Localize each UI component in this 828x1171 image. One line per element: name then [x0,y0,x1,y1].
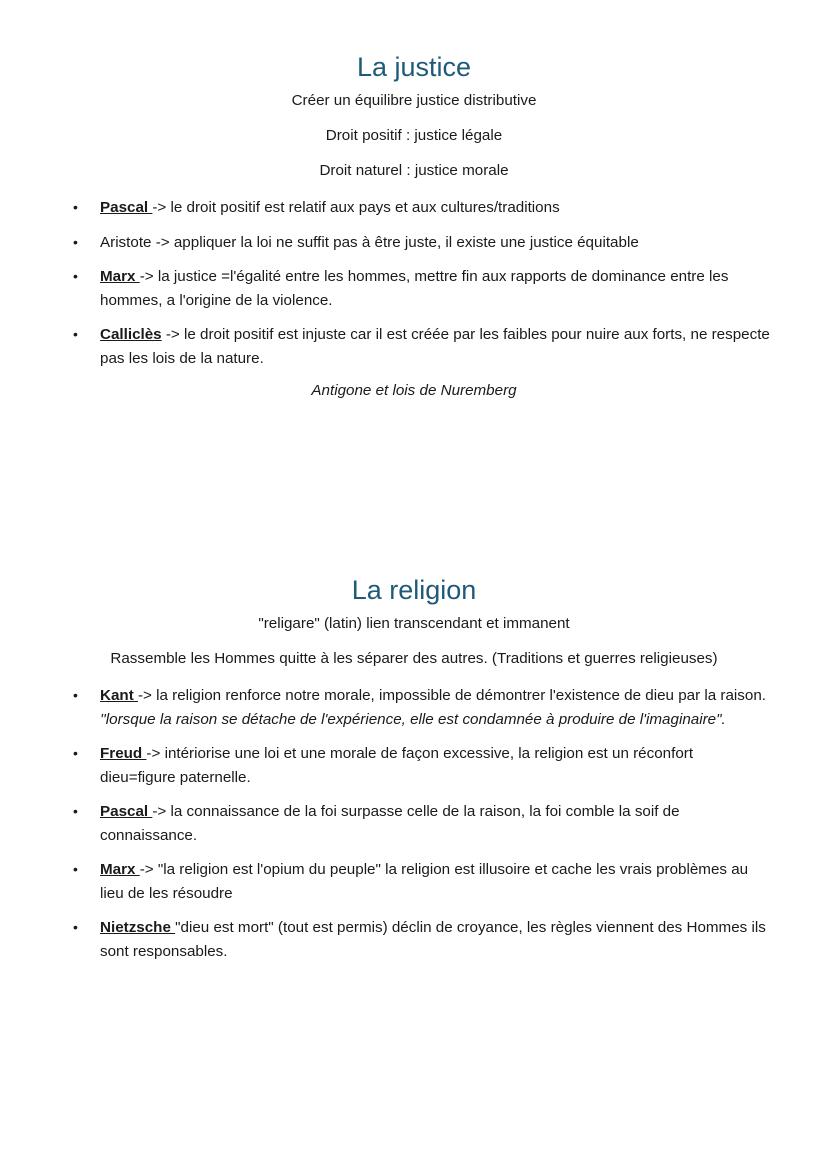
centered-line: Créer un équilibre justice distributive [291,92,537,109]
centered-line: Rassemble les Hommes quitte à les séparer des autres. (Traditions et guerres religieuses) [110,650,718,667]
bullet-icon: • [73,233,78,250]
item-text: Aristote -> appliquer la loi ne suffit pas à être juste, il existe une justice équitable [100,233,639,251]
philosopher-name: Freud [100,745,147,762]
bullet-list-justice [0,196,828,370]
item-quote: ''lorsque la raison se détache de l'expérience, elle est condamnée à produire de l'imaginaire". [100,710,726,728]
centered-line: Droit naturel : justice morale [319,162,509,179]
list-item [0,323,828,370]
list-item [0,196,828,220]
bullet-icon: • [73,919,78,935]
philosopher-name: Marx [100,268,140,285]
item-text: -> la justice =l'égalité entre les hommes, mettre fin aux rapports de dominance entre les hommes, a l'origine de la violence. [100,268,729,309]
bullet-icon: • [73,268,78,284]
bullet-icon: • [73,687,78,703]
bullet-icon: • [73,861,78,877]
section-title-justice: La justice [356,52,472,82]
centered-line: "religare" (latin) lien transcendant et immanent [258,615,570,632]
philosopher-name: Pascal [100,803,153,820]
philosopher-name: Marx [100,861,140,878]
item-text: -> le droit positif est injuste car il est créée par les faibles pour nuire aux forts, ne respecte pas les lois de la nature. [100,326,770,367]
item-text: -> "la religion est l'opium du peuple" la religion est illusoire et cache les vrais problèmes au lieu de les résoudre [100,861,749,902]
bullet-icon: • [73,326,78,342]
philosopher-name: Pascal [100,199,153,216]
list-item [0,684,828,731]
list-item [0,858,828,905]
section-title-religion: La religion [351,575,477,605]
item-text: -> intériorise une loi et une morale de façon excessive, la religion est un réconfort dieu=figure paternelle. [100,745,694,786]
list-item [0,800,828,847]
item-text: "dieu est mort" (tout est permis) déclin de croyance, les règles viennent des Hommes ils sont responsables. [100,919,766,960]
bullet-list-religion [0,684,828,963]
bullet-icon: • [73,199,78,215]
item-text: -> la connaissance de la foi surpasse celle de la raison, la foi comble la soif de connaissance. [100,803,680,844]
list-item [0,231,828,255]
list-item [0,742,828,789]
philosopher-name: Kant [100,687,138,704]
philosopher-name: Calliclès [100,326,162,343]
list-item [0,265,828,312]
bullet-icon: • [73,745,78,761]
bullet-icon: • [73,803,78,819]
item-text: -> la religion renforce notre morale, impossible de démontrer l'existence de dieu par la raison. [137,687,766,704]
footer-note: Antigone et lois de Nuremberg [311,382,517,399]
section-religion [0,572,828,974]
centered-line: Droit positif : justice légale [325,127,503,144]
philosopher-name: Nietzsche [100,919,176,936]
item-text: -> le droit positif est relatif aux pays et aux cultures/traditions [152,199,560,216]
list-item [0,916,828,963]
section-justice [0,49,828,416]
